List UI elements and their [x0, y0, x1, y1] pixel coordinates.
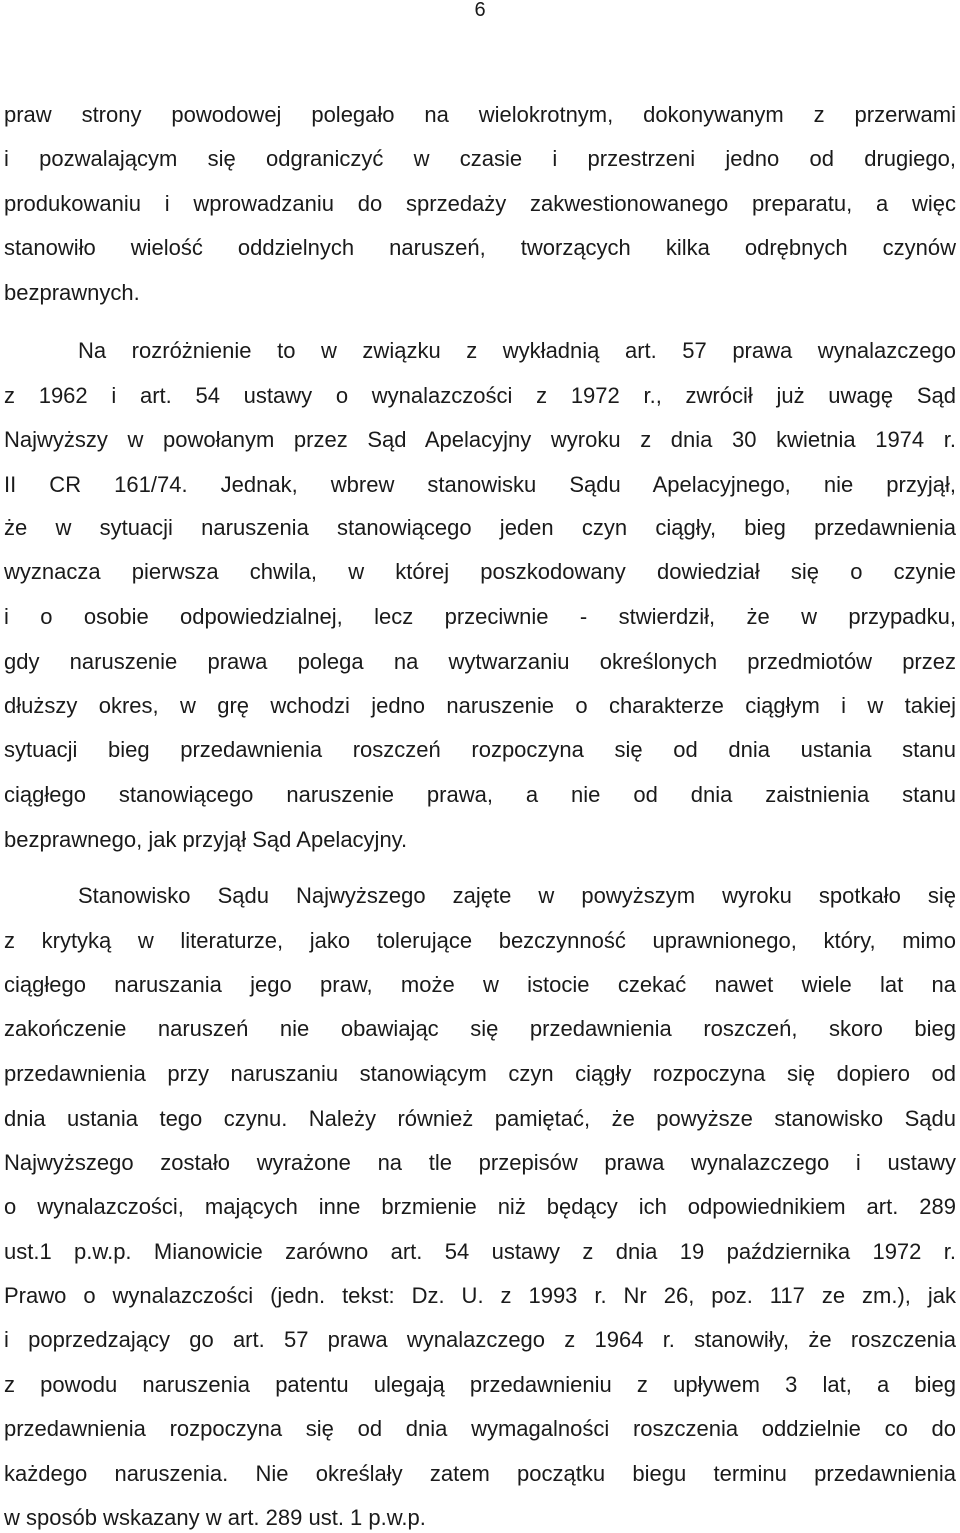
text-line: z krytyką w literaturze, jako tolerujące bezczynność uprawnionego, który, mimo [4, 928, 956, 953]
text-line: Najwyższy w powołanym przez Sąd Apelacyjny wyroku z dnia 30 kwietnia 1974 r. [4, 427, 956, 452]
text-line: Stanowisko Sądu Najwyższego zajęte w powyższym wyroku spotkało się [78, 883, 956, 908]
text-line: dnia ustania tego czynu. Należy również pamiętać, że powyższe stanowisko Sądu [4, 1106, 956, 1131]
text-line: przedawnienia przy naruszaniu stanowiącym czyn ciągły rozpoczyna się dopiero od [4, 1061, 956, 1086]
text-line: i poprzedzający go art. 57 prawa wynalazczego z 1964 r. stanowiły, że roszczenia [4, 1327, 956, 1352]
text-line: Na rozróżnienie to w związku z wykładnią art. 57 prawa wynalazczego [78, 338, 956, 363]
text-line: praw strony powodowej polegało na wielokrotnym, dokonywanym z przerwami [4, 102, 956, 127]
text-line: bezprawnego, jak przyjął Sąd Apelacyjny. [4, 827, 408, 852]
text-line: i pozwalającym się odgraniczyć w czasie i przestrzeni jedno od drugiego, [4, 146, 956, 171]
page-number: 6 [474, 0, 486, 21]
text-line: przedawnienia rozpoczyna się od dnia wymagalności roszczenia oddzielnie co do [4, 1416, 956, 1441]
text-line: dłuższy okres, w grę wchodzi jedno naruszenie o charakterze ciągłym i w takiej [4, 693, 956, 718]
text-line: ust.1 p.w.p. Mianowicie zarówno art. 54 ustawy z dnia 19 października 1972 r. [4, 1239, 956, 1264]
text-line: i o osobie odpowiedzialnej, lecz przeciwnie - stwierdził, że w przypadku, [4, 604, 956, 629]
text-line: Prawo o wynalazczości (jedn. tekst: Dz. U. z 1993 r. Nr 26, poz. 117 ze zm.), jak [4, 1283, 956, 1308]
text-line: ciągłego naruszania jego praw, może w istocie czekać nawet wiele lat na [4, 972, 956, 997]
text-line: II CR 161/74. Jednak, wbrew stanowisku Sądu Apelacyjnego, nie przyjął, [4, 472, 956, 497]
text-line: bezprawnych. [4, 280, 140, 305]
text-line: że w sytuacji naruszenia stanowiącego jeden czyn ciągły, bieg przedawnienia [4, 515, 956, 540]
text-line: w sposób wskazany w art. 289 ust. 1 p.w.p. [4, 1505, 426, 1530]
text-line: wyznacza pierwsza chwila, w której poszkodowany dowiedział się o czynie [4, 559, 956, 584]
text-line: z 1962 i art. 54 ustawy o wynalazczości z 1972 r., zwrócił już uwagę Sąd [4, 383, 956, 408]
text-line: gdy naruszenie prawa polega na wytwarzaniu określonych przedmiotów przez [4, 649, 956, 674]
text-line: stanowiło wielość oddzielnych naruszeń, tworzących kilka odrębnych czynów [4, 235, 956, 260]
text-line: sytuacji bieg przedawnienia roszczeń rozpoczyna się od dnia ustania stanu [4, 737, 956, 762]
text-line: zakończenie naruszeń nie obawiając się przedawnienia roszczeń, skoro bieg [4, 1016, 956, 1041]
text-line: z powodu naruszenia patentu ulegają przedawnieniu z upływem 3 lat, a bieg [4, 1372, 956, 1397]
text-line: o wynalazczości, mających inne brzmienie niż będący ich odpowiednikiem art. 289 [4, 1194, 956, 1219]
text-line: Najwyższego zostało wyrażone na tle przepisów prawa wynalazczego i ustawy [4, 1150, 956, 1175]
text-line: ciągłego stanowiącego naruszenie prawa, a nie od dnia zaistnienia stanu [4, 782, 956, 807]
text-line: każdego naruszenia. Nie określały zatem początku biegu terminu przedawnienia [4, 1461, 956, 1486]
text-line: produkowaniu i wprowadzaniu do sprzedaży zakwestionowanego preparatu, a więc [4, 191, 956, 216]
